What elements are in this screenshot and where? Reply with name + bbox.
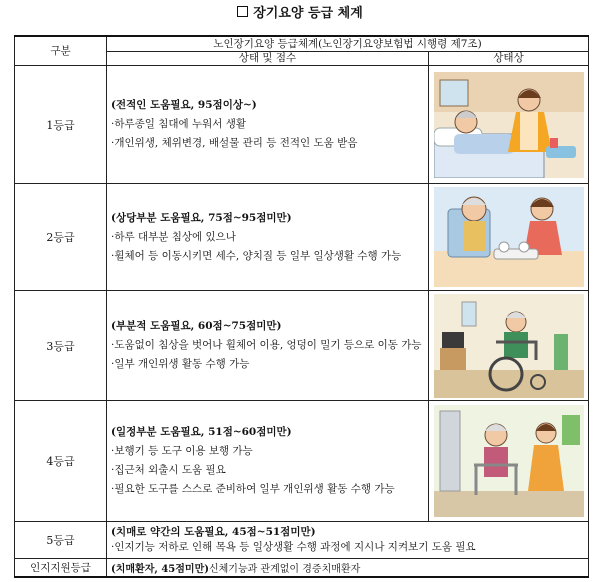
- grade-description: [107, 559, 589, 578]
- grade-description: [107, 291, 429, 401]
- grade-description: [107, 184, 429, 291]
- header-group: 구분: [15, 36, 107, 66]
- grade-line: ·하루종일 침대에 누워서 생활: [111, 118, 247, 130]
- table-row: [15, 291, 589, 401]
- grade-label: 3등급: [15, 291, 107, 401]
- grade-line: ·보행기 등 도구 이용 보행 가능: [111, 445, 253, 457]
- grade-heading: (일정부분 도움필요, 51점~60점미만): [111, 426, 292, 438]
- grade-heading: (상당부분 도움필요, 75점~95점미만): [111, 211, 292, 224]
- grade-line: ·휠체어 등 이동시키면 세수, 양치질 등 일부 일상생활 수행 가능: [111, 249, 402, 262]
- illustration-cell: [429, 401, 589, 522]
- walker-illustration: [434, 405, 584, 517]
- grade-description: [107, 66, 429, 184]
- grade-label: 5등급: [15, 522, 107, 559]
- grade-label: 4등급: [15, 401, 107, 522]
- grade-heading: (부분적 도움필요, 60점~75점미만): [111, 320, 282, 332]
- grade-line: ·일부 개인위생 활동 수행 가능: [111, 358, 250, 370]
- grade-description: [107, 522, 589, 559]
- grade-heading: (전적인 도움필요, 95점이상~): [111, 99, 257, 111]
- feeding-care-illustration: [434, 187, 584, 287]
- grade-line: ·필요한 도구를 스스로 준비하여 일부 개인위생 활동 수행 가능: [111, 483, 395, 495]
- header-state: 상태 및 점수: [107, 51, 429, 65]
- page-title: [0, 2, 600, 21]
- wheelchair-illustration: [434, 294, 584, 398]
- title-text: 장기요양 등급 체계: [253, 6, 363, 21]
- illustration-cell: [429, 291, 589, 401]
- grade-label: 1등급: [15, 66, 107, 184]
- grade-line: ·하루 대부분 침상에 있으나: [111, 230, 236, 243]
- grade-heading: (치매로 약간의 도움필요, 45점~51점미만): [111, 526, 316, 538]
- table-row: [15, 559, 589, 578]
- grade-line: ·도움없이 침상을 벗어나 휠체어 이용, 엉덩이 밀기 등으로 이동 가능: [111, 339, 422, 351]
- grade-description: [107, 401, 429, 522]
- table-row: [15, 522, 589, 559]
- grade-table: [14, 35, 589, 578]
- bedridden-care-illustration: [434, 72, 584, 178]
- grade-line: ·집근처 외출시 도움 필요: [111, 464, 226, 476]
- table-row: [15, 66, 589, 184]
- header-image: 상태상: [429, 51, 589, 65]
- grade-line: ·인지기능 저하로 인해 목욕 등 일상생활 수행 과정에 지시나 지켜보기 도움 필요: [111, 541, 476, 553]
- checkbox-square-icon: [237, 6, 248, 17]
- grade-heading: (치매환자, 45점미만): [111, 564, 209, 575]
- grade-line: ·개인위생, 체위변경, 배설물 관리 등 전적인 도움 받음: [111, 137, 358, 149]
- illustration-cell: [429, 66, 589, 184]
- table-row: [15, 401, 589, 522]
- grade-line: 신체기능과 관계없이 경증치매환자: [208, 564, 361, 575]
- grade-label: 인지지원등급: [15, 559, 107, 578]
- table-row: [15, 184, 589, 291]
- illustration-cell: [429, 184, 589, 291]
- grade-label: 2등급: [15, 184, 107, 291]
- header-span: 노인장기요양 등급체계(노인장기요양보험법 시행령 제7조): [107, 36, 589, 51]
